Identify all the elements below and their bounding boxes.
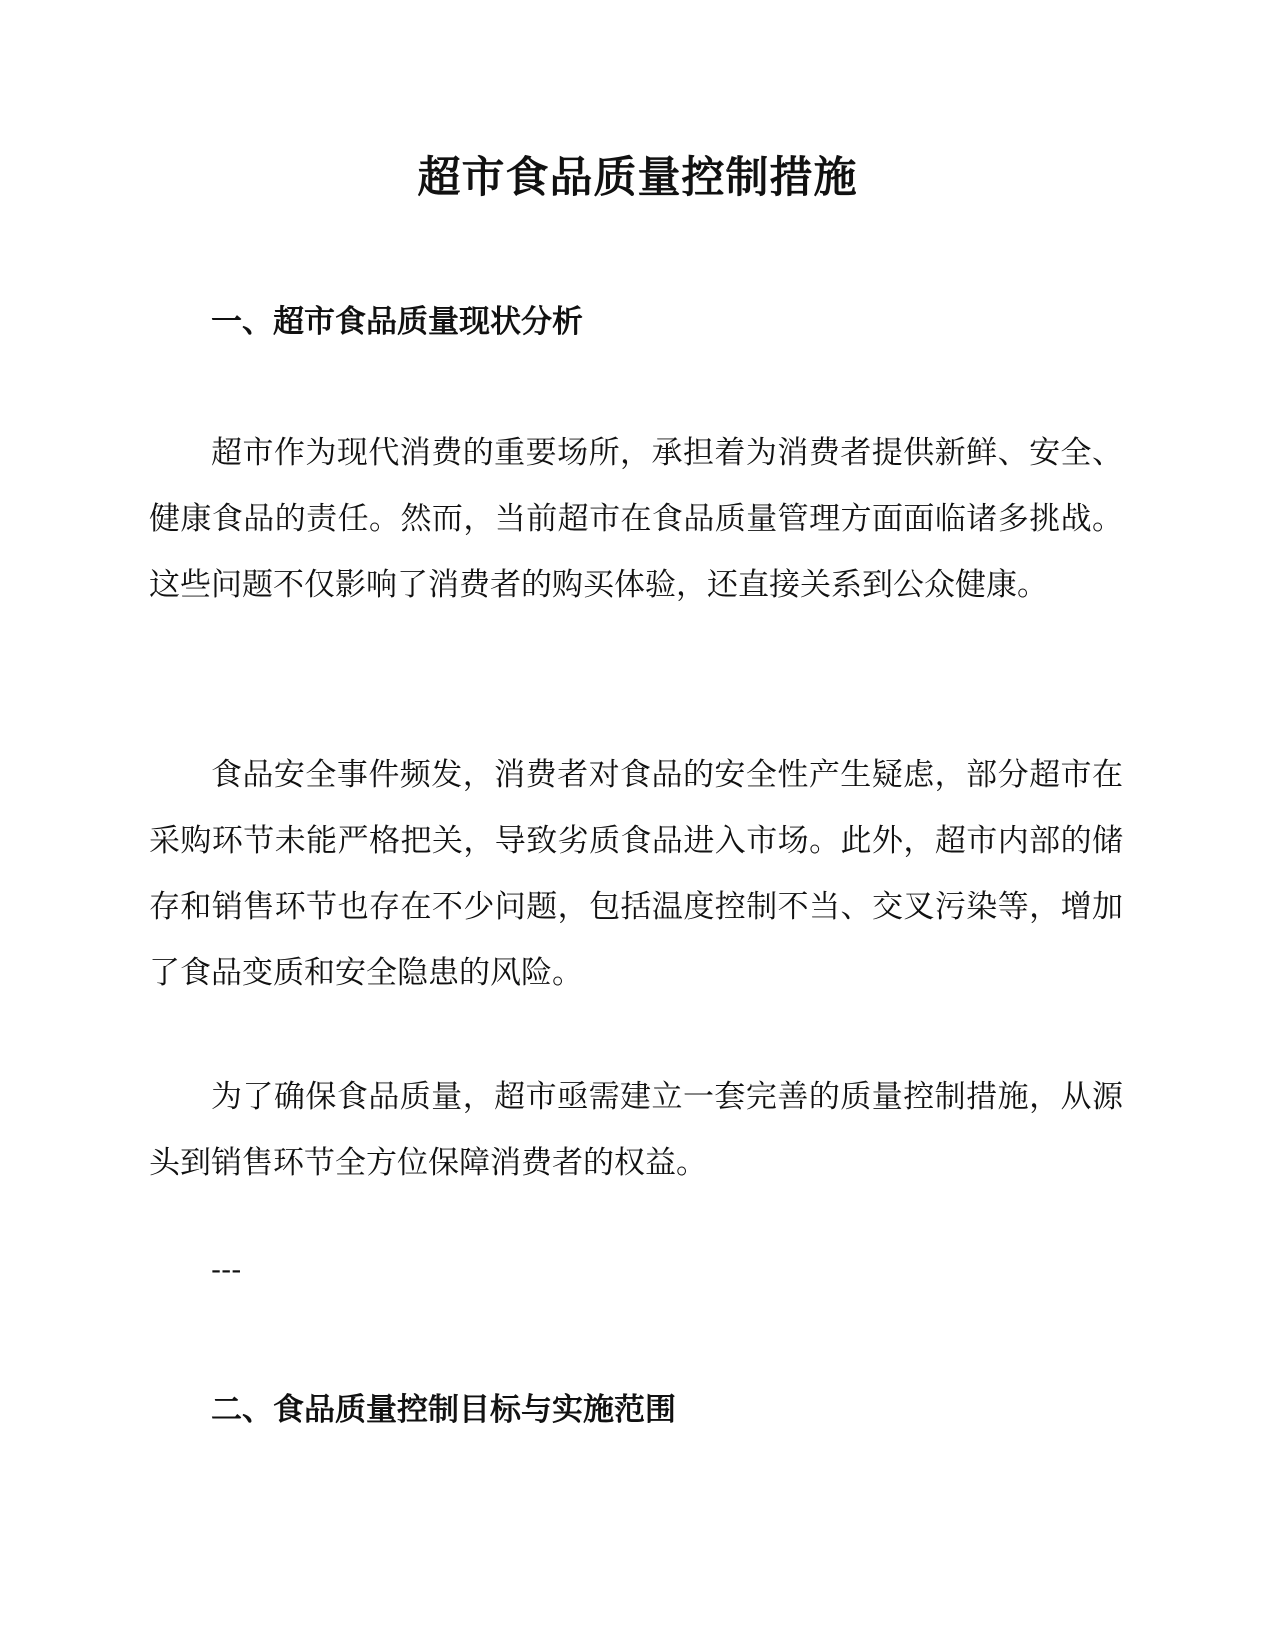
section-1-paragraph-2: 食品安全事件频发，消费者对食品的安全性产生疑虑，部分超市在采购环节未能严格把关，导致劣质食品进入市场。此外，超市内部的储存和销售环节也存在不少问题，包括温度控制不当、交叉污染等，增加了食品变质和安全隐患的风险。 — [149, 757, 1123, 991]
section-1-paragraph-3: 为了确保食品质量，超市亟需建立一套完善的质量控制措施，从源头到销售环节全方位保障消费者的权益。 — [149, 1079, 1123, 1181]
section-1-paragraph-1: 超市作为现代消费的重要场所，承担着为消费者提供新鲜、安全、健康食品的责任。然而，当前超市在食品质量管理方面面临诸多挑战。这些问题不仅影响了消费者的购买体验，还直接关系到公众健康。 — [149, 435, 1123, 603]
section-1-heading: 一、超市食品质量现状分析 — [211, 304, 583, 340]
section-divider: --- — [211, 1253, 242, 1286]
document-title: 超市食品质量控制措施 — [417, 153, 858, 203]
section-2-heading: 二、食品质量控制目标与实施范围 — [211, 1392, 676, 1428]
